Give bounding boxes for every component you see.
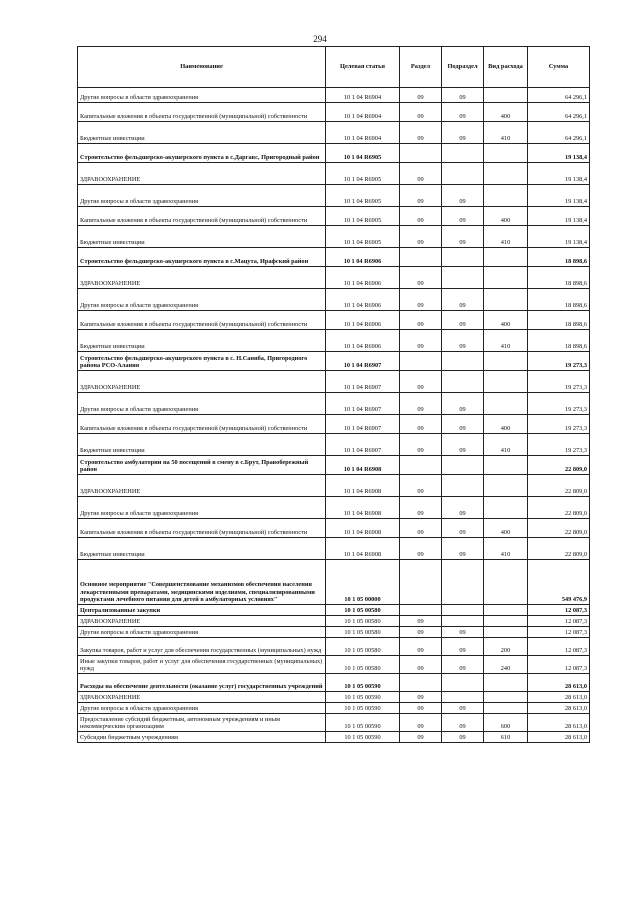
cell-section	[400, 352, 442, 371]
cell-sum: 22 809,0	[528, 538, 590, 560]
table-row	[78, 475, 590, 497]
cell-section: 09	[400, 267, 442, 289]
cell-code: 10 1 04 R6905	[326, 226, 400, 248]
cell-subsection	[442, 248, 484, 267]
cell-name: Другие вопросы в области здравоохранения	[78, 393, 326, 415]
cell-name: Другие вопросы в области здравоохранения	[78, 703, 326, 714]
cell-subsection: 09	[442, 714, 484, 732]
cell-name: Бюджетные инвестиции	[78, 434, 326, 456]
table-header-row	[78, 47, 590, 88]
cell-name: Расходы на обеспечение деятельности (оказание услуг) государственных учреждений	[78, 674, 326, 692]
cell-code: 10 1 04 R6905	[326, 185, 400, 207]
cell-subsection: 09	[442, 656, 484, 674]
cell-expense: 610	[484, 732, 528, 743]
cell-code: 10 1 04 R6905	[326, 207, 400, 226]
cell-expense: 400	[484, 207, 528, 226]
cell-name: Бюджетные инвестиции	[78, 226, 326, 248]
cell-sum: 12 087,3	[528, 616, 590, 627]
cell-name: Субсидии бюджетным учреждениям	[78, 732, 326, 743]
cell-name: Другие вопросы в области здравоохранения	[78, 627, 326, 638]
cell-expense: 400	[484, 519, 528, 538]
cell-sum: 19 138,4	[528, 226, 590, 248]
cell-name: Строительство фельдшерско-акушерского пункта в с.Мацута, Ирафский район	[78, 248, 326, 267]
table-row	[78, 656, 590, 674]
cell-subsection	[442, 352, 484, 371]
table-row	[78, 393, 590, 415]
cell-section: 09	[400, 163, 442, 185]
cell-section: 09	[400, 311, 442, 330]
header-sum: Сумма	[528, 47, 590, 88]
cell-code: 10 1 04 R6907	[326, 415, 400, 434]
cell-sum: 28 613,0	[528, 674, 590, 692]
cell-expense	[484, 497, 528, 519]
cell-sum: 22 809,0	[528, 497, 590, 519]
cell-code: 10 1 04 R6908	[326, 475, 400, 497]
table-row	[78, 144, 590, 163]
cell-subsection: 09	[442, 638, 484, 656]
cell-subsection	[442, 163, 484, 185]
header-name: Наименование	[78, 47, 326, 88]
table-row	[78, 519, 590, 538]
cell-expense	[484, 627, 528, 638]
table-row	[78, 311, 590, 330]
cell-sum: 18 898,6	[528, 289, 590, 311]
cell-expense: 400	[484, 311, 528, 330]
cell-code: 10 1 05 00590	[326, 674, 400, 692]
cell-code: 10 1 05 00000	[326, 560, 400, 605]
cell-subsection: 09	[442, 88, 484, 103]
cell-code: 10 1 05 00580	[326, 638, 400, 656]
cell-code: 10 1 05 00580	[326, 656, 400, 674]
cell-sum: 28 613,0	[528, 732, 590, 743]
cell-code: 10 1 04 R6906	[326, 311, 400, 330]
cell-name: Основное мероприятие "Совершенствование механизмов обеспечения населения лекарственными препаратами, медицинскими изделиями, специализированными продуктами лечебного питания для детей в амбулаторных условиях"	[78, 560, 326, 605]
table-row	[78, 289, 590, 311]
cell-subsection: 09	[442, 703, 484, 714]
cell-subsection: 09	[442, 627, 484, 638]
cell-expense	[484, 352, 528, 371]
cell-name: Капитальные вложения в объекты государственной (муниципальной) собственности	[78, 207, 326, 226]
cell-name: Капитальные вложения в объекты государственной (муниципальной) собственности	[78, 311, 326, 330]
table-row	[78, 560, 590, 605]
cell-expense: 600	[484, 714, 528, 732]
cell-sum: 19 138,4	[528, 163, 590, 185]
cell-code: 10 1 04 R6907	[326, 371, 400, 393]
cell-code: 10 1 04 R6908	[326, 538, 400, 560]
cell-section: 09	[400, 538, 442, 560]
cell-subsection: 09	[442, 393, 484, 415]
cell-name: Бюджетные инвестиции	[78, 122, 326, 144]
cell-expense	[484, 163, 528, 185]
table-row	[78, 185, 590, 207]
cell-name: Капитальные вложения в объекты государственной (муниципальной) собственности	[78, 415, 326, 434]
cell-section: 09	[400, 434, 442, 456]
cell-subsection	[442, 674, 484, 692]
cell-section: 09	[400, 122, 442, 144]
cell-code: 10 1 04 R6904	[326, 122, 400, 144]
cell-sum: 64 296,1	[528, 103, 590, 122]
cell-code: 10 1 04 R6908	[326, 456, 400, 475]
cell-name: ЗДРАВООХРАНЕНИЕ	[78, 371, 326, 393]
cell-section: 09	[400, 627, 442, 638]
cell-sum: 22 809,0	[528, 456, 590, 475]
header-section: Раздел	[400, 47, 442, 88]
table-row	[78, 352, 590, 371]
table-row	[78, 122, 590, 144]
cell-expense	[484, 248, 528, 267]
page-number: 294	[313, 34, 327, 44]
cell-section	[400, 144, 442, 163]
cell-section: 09	[400, 638, 442, 656]
cell-code: 10 1 04 R6908	[326, 519, 400, 538]
cell-expense	[484, 560, 528, 605]
cell-section	[400, 456, 442, 475]
cell-expense: 410	[484, 330, 528, 352]
cell-code: 10 1 05 00580	[326, 605, 400, 616]
cell-section: 09	[400, 692, 442, 703]
cell-sum: 28 613,0	[528, 692, 590, 703]
table-row	[78, 415, 590, 434]
cell-code: 10 1 05 00590	[326, 692, 400, 703]
cell-subsection	[442, 605, 484, 616]
cell-sum: 28 613,0	[528, 714, 590, 732]
cell-name: Закупка товаров, работ и услуг для обеспечения государственных (муниципальных) нужд	[78, 638, 326, 656]
cell-subsection: 09	[442, 732, 484, 743]
cell-name: Строительство амбулатории на 50 посещений в смену в с.Брут, Правобережный район	[78, 456, 326, 475]
cell-subsection	[442, 475, 484, 497]
cell-sum: 64 296,1	[528, 122, 590, 144]
cell-section: 09	[400, 415, 442, 434]
cell-code: 10 1 04 R6904	[326, 103, 400, 122]
cell-name: Централизованные закупки	[78, 605, 326, 616]
cell-section	[400, 248, 442, 267]
cell-subsection	[442, 560, 484, 605]
cell-sum: 64 296,1	[528, 88, 590, 103]
cell-code: 10 1 04 R6906	[326, 330, 400, 352]
cell-sum: 19 138,4	[528, 207, 590, 226]
cell-section: 09	[400, 475, 442, 497]
cell-expense	[484, 456, 528, 475]
table-row	[78, 371, 590, 393]
cell-expense	[484, 88, 528, 103]
table-row	[78, 714, 590, 732]
cell-name: Другие вопросы в области здравоохранения	[78, 497, 326, 519]
cell-expense	[484, 267, 528, 289]
cell-code: 10 1 04 R6906	[326, 289, 400, 311]
cell-sum: 19 273,3	[528, 352, 590, 371]
cell-section: 09	[400, 519, 442, 538]
cell-expense: 240	[484, 656, 528, 674]
cell-code: 10 1 04 R6906	[326, 248, 400, 267]
table-row	[78, 248, 590, 267]
cell-expense	[484, 144, 528, 163]
cell-expense	[484, 692, 528, 703]
cell-section: 09	[400, 732, 442, 743]
table-row	[78, 434, 590, 456]
cell-expense: 410	[484, 538, 528, 560]
cell-sum: 19 273,3	[528, 434, 590, 456]
cell-expense	[484, 185, 528, 207]
cell-section: 09	[400, 330, 442, 352]
cell-expense: 410	[484, 434, 528, 456]
cell-code: 10 1 05 00590	[326, 703, 400, 714]
cell-name: Капитальные вложения в объекты государственной (муниципальной) собственности	[78, 519, 326, 538]
header-code: Целевая статья	[326, 47, 400, 88]
cell-subsection: 09	[442, 103, 484, 122]
cell-subsection: 09	[442, 122, 484, 144]
cell-name: Строительство фельдшерско-акушерского пункта в с. Н.Саниба, Пригородного района РСО-Алания	[78, 352, 326, 371]
table-row	[78, 103, 590, 122]
cell-sum: 549 476,9	[528, 560, 590, 605]
table-row	[78, 692, 590, 703]
header-expense: Вид расхода	[484, 47, 528, 88]
cell-section: 09	[400, 703, 442, 714]
cell-code: 10 1 04 R6906	[326, 267, 400, 289]
cell-expense	[484, 703, 528, 714]
cell-sum: 12 087,3	[528, 605, 590, 616]
cell-sum: 19 273,3	[528, 415, 590, 434]
table-row	[78, 703, 590, 714]
cell-code: 10 1 04 R6907	[326, 434, 400, 456]
table-row	[78, 163, 590, 185]
table-row	[78, 638, 590, 656]
cell-code: 10 1 04 R6908	[326, 497, 400, 519]
cell-expense	[484, 605, 528, 616]
cell-subsection	[442, 371, 484, 393]
cell-expense	[484, 289, 528, 311]
cell-section: 09	[400, 185, 442, 207]
cell-code: 10 1 04 R6905	[326, 163, 400, 185]
cell-sum: 18 898,6	[528, 248, 590, 267]
cell-subsection: 09	[442, 226, 484, 248]
table-row	[78, 497, 590, 519]
cell-subsection: 09	[442, 538, 484, 560]
table-row	[78, 207, 590, 226]
cell-subsection	[442, 456, 484, 475]
cell-name: Другие вопросы в области здравоохранения	[78, 289, 326, 311]
cell-sum: 19 138,4	[528, 185, 590, 207]
header-subsection: Подраздел	[442, 47, 484, 88]
cell-expense: 200	[484, 638, 528, 656]
cell-code: 10 1 05 00580	[326, 627, 400, 638]
cell-section: 09	[400, 371, 442, 393]
cell-name: ЗДРАВООХРАНЕНИЕ	[78, 163, 326, 185]
cell-section: 09	[400, 88, 442, 103]
cell-subsection: 09	[442, 434, 484, 456]
cell-expense: 410	[484, 122, 528, 144]
cell-section: 09	[400, 393, 442, 415]
cell-section: 09	[400, 656, 442, 674]
cell-subsection: 09	[442, 497, 484, 519]
cell-name: Предоставление субсидий бюджетным, автономным учреждениям и иным некоммерческим организациям	[78, 714, 326, 732]
cell-name: Иные закупки товаров, работ и услуг для обеспечения государственных (муниципальных) нужд	[78, 656, 326, 674]
cell-section	[400, 560, 442, 605]
cell-sum: 19 273,3	[528, 393, 590, 415]
cell-code: 10 1 04 R6904	[326, 88, 400, 103]
table-row	[78, 226, 590, 248]
cell-subsection: 09	[442, 311, 484, 330]
table-row	[78, 627, 590, 638]
table-row	[78, 456, 590, 475]
cell-sum: 19 138,4	[528, 144, 590, 163]
table-row	[78, 267, 590, 289]
cell-expense	[484, 393, 528, 415]
table-row	[78, 732, 590, 743]
cell-section: 09	[400, 207, 442, 226]
cell-sum: 22 809,0	[528, 519, 590, 538]
cell-subsection: 09	[442, 330, 484, 352]
cell-section: 09	[400, 497, 442, 519]
cell-subsection: 09	[442, 415, 484, 434]
cell-code: 10 1 05 00590	[326, 714, 400, 732]
cell-name: Другие вопросы в области здравоохранения	[78, 185, 326, 207]
budget-table	[77, 46, 590, 743]
cell-sum: 28 613,0	[528, 703, 590, 714]
cell-name: ЗДРАВООХРАНЕНИЕ	[78, 475, 326, 497]
table-row	[78, 616, 590, 627]
cell-expense	[484, 616, 528, 627]
cell-name: Капитальные вложения в объекты государственной (муниципальной) собственности	[78, 103, 326, 122]
cell-section: 09	[400, 226, 442, 248]
cell-section: 09	[400, 616, 442, 627]
cell-sum: 18 898,6	[528, 267, 590, 289]
cell-section: 09	[400, 103, 442, 122]
cell-sum: 12 087,3	[528, 627, 590, 638]
cell-expense: 400	[484, 415, 528, 434]
cell-subsection	[442, 267, 484, 289]
cell-expense: 400	[484, 103, 528, 122]
cell-section	[400, 605, 442, 616]
cell-subsection	[442, 692, 484, 703]
cell-subsection: 09	[442, 185, 484, 207]
cell-sum: 22 809,0	[528, 475, 590, 497]
cell-subsection: 09	[442, 289, 484, 311]
table-row	[78, 674, 590, 692]
cell-code: 10 1 04 R6907	[326, 352, 400, 371]
cell-name: Другие вопросы в области здравоохранения	[78, 88, 326, 103]
cell-subsection	[442, 616, 484, 627]
cell-expense	[484, 674, 528, 692]
cell-sum: 12 087,3	[528, 656, 590, 674]
cell-subsection: 09	[442, 207, 484, 226]
cell-code: 10 1 04 R6907	[326, 393, 400, 415]
cell-subsection: 09	[442, 519, 484, 538]
cell-expense: 410	[484, 226, 528, 248]
cell-code: 10 1 04 R6905	[326, 144, 400, 163]
cell-code: 10 1 05 00580	[326, 616, 400, 627]
cell-name: ЗДРАВООХРАНЕНИЕ	[78, 692, 326, 703]
table-row	[78, 538, 590, 560]
cell-section: 09	[400, 714, 442, 732]
cell-subsection	[442, 144, 484, 163]
cell-name: Бюджетные инвестиции	[78, 330, 326, 352]
cell-expense	[484, 371, 528, 393]
cell-section: 09	[400, 289, 442, 311]
cell-name: Бюджетные инвестиции	[78, 538, 326, 560]
cell-section	[400, 674, 442, 692]
cell-sum: 18 898,6	[528, 330, 590, 352]
cell-sum: 12 087,3	[528, 638, 590, 656]
cell-sum: 18 898,6	[528, 311, 590, 330]
cell-sum: 19 273,3	[528, 371, 590, 393]
cell-expense	[484, 475, 528, 497]
cell-name: ЗДРАВООХРАНЕНИЕ	[78, 616, 326, 627]
cell-name: Строительство фельдшерско-акушерского пункта в с.Даргавс, Пригородный район	[78, 144, 326, 163]
table-row	[78, 330, 590, 352]
cell-name: ЗДРАВООХРАНЕНИЕ	[78, 267, 326, 289]
cell-code: 10 1 05 00590	[326, 732, 400, 743]
table-row	[78, 605, 590, 616]
table-row	[78, 88, 590, 103]
